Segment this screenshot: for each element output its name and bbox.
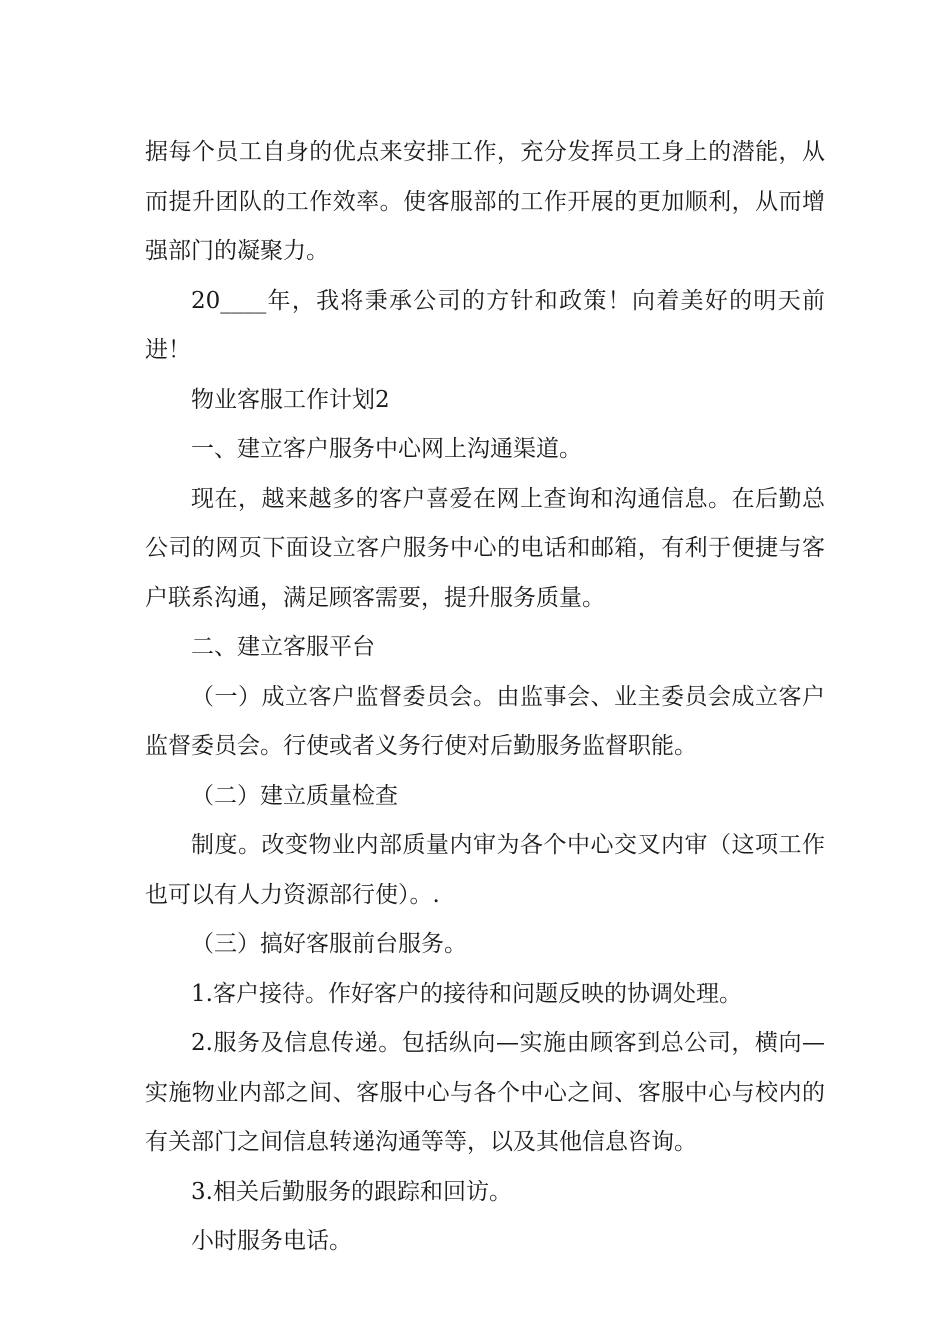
paragraph-1: 据每个员工自身的优点来安排工作，充分发挥员工身上的潜能，从而提升团队的工作效率。使客服部的工作开展的更加顺利，从而增强部门的凝聚力。 bbox=[145, 139, 825, 264]
paragraph-5: 制度。改变物业内部质量内审为各个中心交叉内审（这项工作也可以有人力资源部行使）。. bbox=[145, 832, 825, 908]
list-item-3: 3.相关后勤服务的跟踪和回访。 bbox=[191, 1178, 512, 1205]
paragraph-2: 20____年，我将秉承公司的方针和政策！向着美好的明天前进！ bbox=[145, 287, 825, 363]
paragraph-4: （一）成立客户监督委员会。由监事会、业主委员会成立客户监督委员会。行使或者义务行使对后勤服务监督职能。 bbox=[145, 683, 825, 759]
paragraph-3: 现在，越来越多的客户喜爱在网上查询和沟通信息。在后勤总公司的网页下面设立客户服务中心的电话和邮箱，有利于便捷与客户联系沟通，满足顾客需要，提升服务质量。 bbox=[145, 485, 825, 611]
section-title: 物业客服工作计划2 bbox=[191, 386, 390, 413]
paragraph-6: 小时服务电话。 bbox=[191, 1228, 352, 1254]
heading-1: 一、建立客户服务中心网上沟通渠道。 bbox=[191, 436, 582, 462]
list-item-2: 2.服务及信息传递。包括纵向—实施由顾客到总公司，横向—实施物业内部之间、客服中心与各个中心之间、客服中心与校内的有关部门之间信息转递沟通等等，以及其他信息咨询。 bbox=[145, 1030, 825, 1155]
subheading-quality: （二）建立质量检查 bbox=[191, 782, 398, 809]
document-body bbox=[145, 128, 825, 1267]
list-item-1: 1.客户接待。作好客户的接待和问题反映的协调处理。 bbox=[191, 980, 742, 1007]
heading-2: 二、建立客服平台 bbox=[191, 634, 375, 660]
subheading-front-desk: （三）搞好客服前台服务。 bbox=[191, 931, 467, 957]
